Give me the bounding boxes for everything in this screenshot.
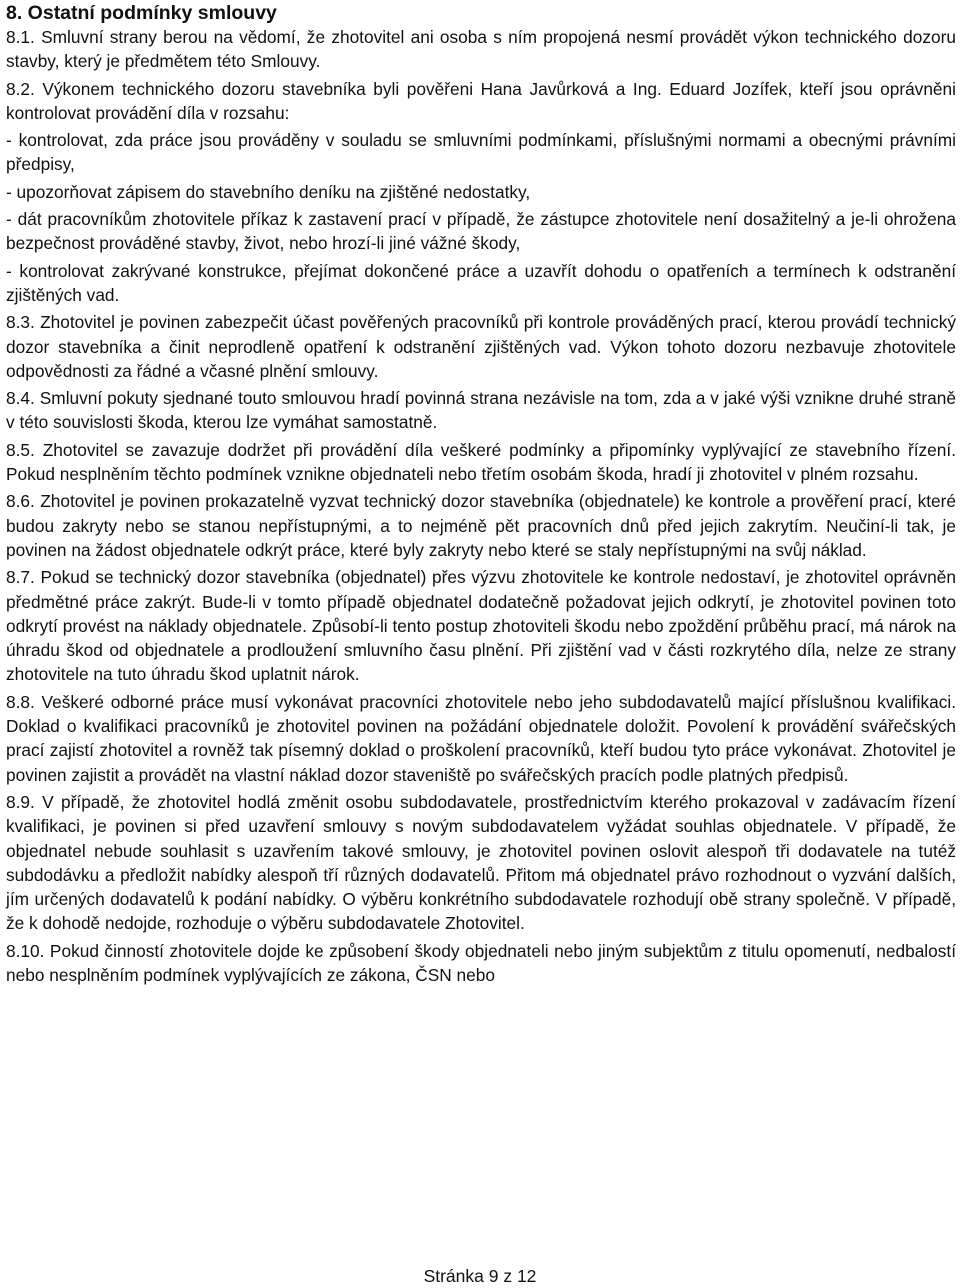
paragraph-8-6: 8.6. Zhotovitel je povinen prokazatelně vyzvat technický dozor stavebníka (objednatele) ke kontrole a prověření prací, které budou zakryty nebo se stanou nepřístupnými, a to nejméně pět pracovních dnů před jejich zakrytím. Neučiní-li tak, je povinen na žádost objednatele odkrýt práce, které byly zakryty nebo které se staly nepřístupnými na svůj náklad. [6, 491, 956, 560]
paragraph-8-10: 8.10. Pokud činností zhotovitele dojde ke způsobení škody objednateli nebo jiným subjektům z titulu opomenutí, nedbalostí nebo nesplněním podmínek vyplývajících ze zákona, ČSN nebo [6, 940, 956, 985]
list-item-kontrolovat: - kontrolovat, zda práce jsou prováděny v souladu se smluvními podmínkami, příslušnými normami a obecnými právními předpisy, [6, 130, 956, 175]
list-item-upozornovat: - upozorňovat zápisem do stavebního deníku na zjištěné nedostatky, [6, 181, 531, 202]
section-heading: 8. Ostatní podmínky smlouvy [6, 2, 277, 24]
paragraph-8-7: 8.7. Pokud se technický dozor stavebníka (objednatel) přes výzvu zhotovitele ke kontrole nedostaví, je zhotovitel oprávněn předmětné práce zakrýt. Bude-li v tomto případě objednatel dodatečně požadovat jejich odkrytí, je zhotovitel povinen toto odkrytí provést na náklady objednatele. Způsobí-li tento postup zhotoviteli škodu nebo zpoždění průběhu prací, má nárok na úhradu škod od objednatele a prodloužení smluvního času plnění. Při zjištění vad v části rozkrytého díla, nelze ze strany zhotovitele na tuto úhradu škod uplatnit nárok. [6, 567, 956, 685]
paragraph-8-1: 8.1. Smluvní strany berou na vědomí, že zhotovitel ani osoba s ním propojená nesmí provádět výkon technického dozoru stavby, který je předmětem této Smlouvy. [6, 27, 956, 72]
document-page [6, 0, 956, 1288]
list-item-zakryvane-konstrukce: - kontrolovat zakrývané konstrukce, přejímat dokončené práce a uzavřít dohodu o opatřeních a termínech k odstranění zjištěných vad. [6, 260, 956, 305]
document-body [6, 25, 956, 987]
paragraph-8-5: 8.5. Zhotovitel se zavazuje dodržet při provádění díla veškeré podmínky a připomínky vyplývající ze stavebního řízení. Pokud nesplněním těchto podmínek vznikne objednateli nebo třetím osobám škoda, hradí ji zhotovitel v plném rozsahu. [6, 439, 956, 485]
paragraph-8-2: 8.2. Výkonem technického dozoru stavebníka byli pověřeni Hana Javůrková a Ing. Eduard Jozífek, kteří jsou oprávněni kontrolovat provádění díla v rozsahu: [6, 78, 956, 123]
paragraph-8-8: 8.8. Veškeré odborné práce musí vykonávat pracovníci zhotovitele nebo jeho subdodavatelů mající příslušnou kvalifikaci. Doklad o kvalifikaci pracovníků je zhotovitel povinen na požádání objednatele doložit. Povolení k provádění svářečských prací zajistí zhotovitel a rovněž tak písemný doklad o proškolení pracovníků, kteří budou tyto práce vykonávat. Zhotovitel je povinen zajistit a provádět na vlastní náklad dozor staveniště po svářečských pracích podle platných předpisů. [6, 691, 956, 785]
list-item-dat-prikaz: - dát pracovníkům zhotovitele příkaz k zastavení prací v případě, že zástupce zhotovitele není dosažitelný a je-li ohrožena bezpečnost prováděné stavby, život, nebo hrozí-li jiné vážné škody, [6, 209, 956, 254]
paragraph-8-4: 8.4. Smluvní pokuty sjednané touto smlouvou hradí povinná strana nezávisle na tom, zda a v jaké výši vznikne druhé straně v této souvislosti škoda, kterou lze vymáhat samostatně. [6, 388, 956, 433]
page-number-footer: Stránka 9 z 12 [423, 1266, 537, 1286]
paragraph-8-3: 8.3. Zhotovitel je povinen zabezpečit účast pověřených pracovníků při kontrole prováděných prací, kterou provádí technický dozor stavebníka a činit neprodleně opatření k odstranění zjištěných vad. Výkon tohoto dozoru nezbavuje zhotovitele odpovědnosti za řádné a včasné plnění smlouvy. [6, 312, 956, 381]
paragraph-8-9: 8.9. V případě, že zhotovitel hodlá změnit osobu subdodavatele, prostřednictvím kterého prokazoval v zadávacím řízení kvalifikaci, je povinen si před uzavření smlouvy s novým subdodavatelem vyžádat souhlas objednatele. V případě, že objednatel nebude souhlasit s uzavřením takové smlouvy, je zhotovitel povinen oslovit alespoň tři dodavatele na tutéž subdodávku a předložit nabídky alespoň tří různých dodavatelů. Přitom má objednatel právo rozhodnout o vyzvání dalších, jím určených dodavatelů k podání nabídky. O výběru konkrétního subdodavatele rozhodují obě strany společně. V případě, že k dohodě nedojde, rozhoduje o výběru subdodavatele Zhotovitel. [6, 791, 956, 934]
